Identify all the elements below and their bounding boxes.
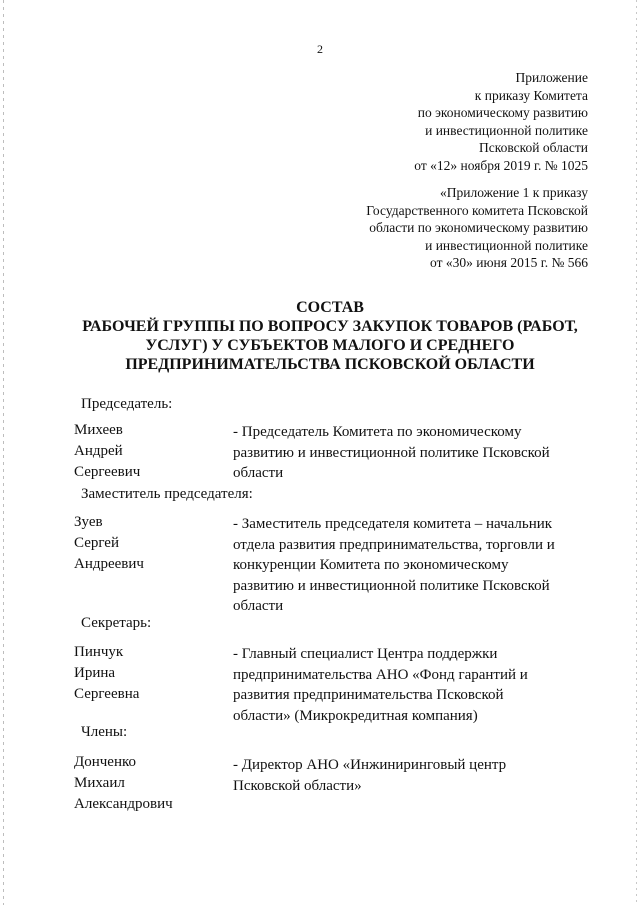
desc-line: - Директор АНО «Инжиниринговый центр bbox=[233, 757, 507, 773]
desc-line: развитию и инвестиционной политике Псковской bbox=[233, 577, 550, 594]
title-line: СОСТАВ bbox=[296, 299, 364, 316]
role-heading-secretary: Секретарь: bbox=[81, 615, 152, 631]
page-number: 2 bbox=[317, 42, 323, 56]
appendix-reference bbox=[366, 184, 588, 272]
appendix-line: от «12» ноября 2019 г. № 1025 bbox=[414, 157, 588, 173]
appendix-line: по экономическому развитию bbox=[417, 105, 588, 120]
name-line: Сергеевна bbox=[74, 686, 140, 702]
role-heading-members: Члены: bbox=[81, 724, 128, 740]
appendix-ref-line: и инвестиционной политике bbox=[425, 237, 588, 253]
name-line: Сергеевич bbox=[74, 464, 141, 480]
appendix-line: Приложение bbox=[515, 70, 588, 85]
desc-line: предпринимательства АНО «Фонд гарантий и bbox=[233, 666, 528, 683]
desc-line: Псковской области» bbox=[233, 777, 362, 794]
name-line: Андрей bbox=[74, 443, 123, 459]
name-line: Сергей bbox=[74, 535, 119, 551]
appendix-ref-line: «Приложение 1 к приказу bbox=[440, 185, 588, 200]
desc-line: области» (Микрокредитная компания) bbox=[233, 707, 478, 724]
member-position-deputy bbox=[233, 514, 593, 617]
appendix-header bbox=[414, 69, 588, 174]
member-position-chairman bbox=[233, 422, 593, 484]
member-name-deputy bbox=[74, 512, 144, 575]
name-line: Пинчук bbox=[74, 644, 124, 660]
name-line: Донченко bbox=[74, 754, 137, 770]
document-title bbox=[40, 298, 620, 374]
scan-edge-left bbox=[3, 0, 4, 905]
title-line: РАБОЧЕЙ ГРУППЫ ПО ВОПРОСУ ЗАКУПОК ТОВАРОВ (РАБОТ, bbox=[82, 318, 578, 335]
appendix-line: Псковской области bbox=[478, 140, 588, 155]
name-line: Михеев bbox=[74, 422, 123, 438]
desc-line: развитию и инвестиционной политике Псковской bbox=[233, 444, 550, 461]
name-line: Михаил bbox=[74, 775, 125, 791]
scan-edge-right bbox=[636, 0, 637, 905]
desc-line: - Главный специалист Центра поддержки bbox=[233, 646, 498, 662]
name-line: Александрович bbox=[74, 796, 173, 812]
appendix-ref-line: области по экономическому развитию bbox=[369, 220, 588, 235]
appendix-line: и инвестиционной политике bbox=[425, 122, 588, 138]
role-heading-deputy: Заместитель председателя: bbox=[81, 486, 253, 502]
title-line: ПРЕДПРИНИМАТЕЛЬСТВА ПСКОВСКОЙ ОБЛАСТИ bbox=[125, 356, 535, 373]
name-line: Андреевич bbox=[74, 556, 144, 572]
member-position-member-1 bbox=[233, 755, 593, 796]
member-name-chairman bbox=[74, 420, 140, 483]
member-name-member-1 bbox=[74, 752, 173, 815]
desc-line: области bbox=[233, 598, 284, 614]
title-line: УСЛУГ) У СУБЪЕКТОВ МАЛОГО И СРЕДНЕГО bbox=[145, 337, 515, 354]
desc-line: - Заместитель председателя комитета – начальник bbox=[233, 516, 553, 532]
name-line: Ирина bbox=[74, 665, 116, 681]
role-heading-chairman: Председатель: bbox=[81, 396, 173, 412]
appendix-ref-line: Государственного комитета Псковской bbox=[366, 202, 588, 218]
appendix-line: к приказу Комитета bbox=[474, 87, 588, 103]
appendix-ref-line: от «30» июня 2015 г. № 566 bbox=[430, 255, 588, 270]
desc-line: области bbox=[233, 465, 284, 481]
name-line: Зуев bbox=[74, 514, 103, 530]
desc-line: - Председатель Комитета по экономическому bbox=[233, 424, 522, 440]
desc-line: конкуренции Комитета по экономическому bbox=[233, 557, 509, 573]
desc-line: отдела развития предпринимательства, торговли и bbox=[233, 536, 555, 553]
member-position-secretary bbox=[233, 644, 593, 726]
desc-line: развития предпринимательства Псковской bbox=[233, 687, 504, 703]
member-name-secretary bbox=[74, 642, 139, 705]
